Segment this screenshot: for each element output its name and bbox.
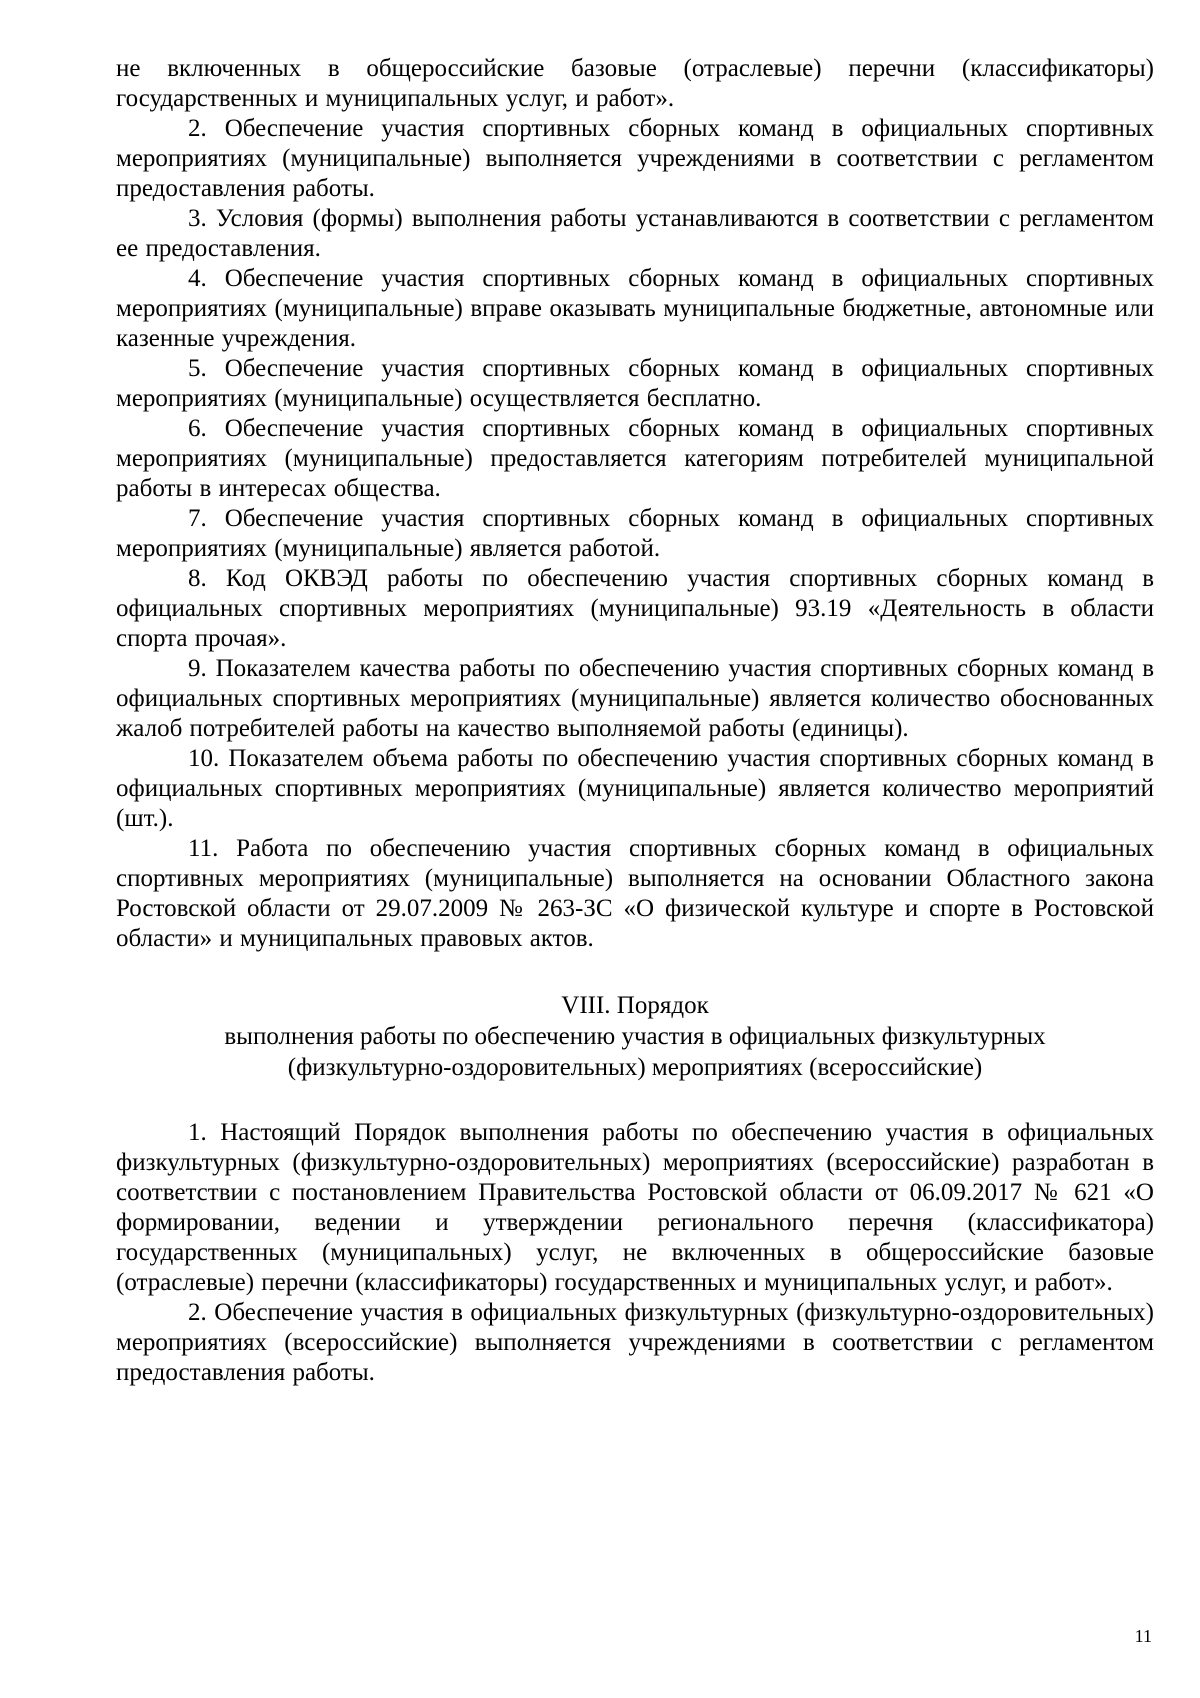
section7-item-5: 5. Обеспечение участия спортивных сборных команд в официальных спортивных мероприятиях (муниципальные) осуществляется бесплатно. <box>116 355 1154 412</box>
section7-item-8: 8. Код ОКВЭД работы по обеспечению участия спортивных сборных команд в официальных спортивных мероприятиях (муниципальные) 93.19 «Деятельность в области спорта прочая». <box>116 565 1154 652</box>
section7-item-7: 7. Обеспечение участия спортивных сборных команд в официальных спортивных мероприятиях (муниципальные) является работой. <box>116 505 1154 562</box>
section7-item-3: 3. Условия (формы) выполнения работы устанавливаются в соответствии с регламентом ее предоставления. <box>116 205 1154 262</box>
page-number: 11 <box>1134 1626 1152 1646</box>
document-page <box>116 54 1154 1388</box>
section8-heading-line3: (физкультурно-оздоровительных) мероприятиях (всероссийские) <box>287 1054 983 1081</box>
section7-item-2: 2. Обеспечение участия спортивных сборных команд в официальных спортивных мероприятиях (муниципальные) выполняется учреждениями в соответствии с регламентом предоставления работы. <box>116 115 1154 202</box>
section8-heading-line2: выполнения работы по обеспечению участия в официальных физкультурных <box>224 1023 1046 1050</box>
section8-heading-title: VIII. Порядок <box>561 992 709 1019</box>
section7-item-10: 10. Показателем объема работы по обеспечению участия спортивных сборных команд в официальных спортивных мероприятиях (муниципальные) является количество мероприятий (шт.). <box>116 745 1154 832</box>
section8-item-1: 1. Настоящий Порядок выполнения работы по обеспечению участия в официальных физкультурных (физкультурно-оздоровительных) мероприятиях (всероссийские) разработан в соответствии с постановлением Правительства Ростовской области от 06.09.2017 № 621 «О формировании, ведении и утверждении регионального перечня (классификатора) государственных (муниципальных) услуг, не включенных в общероссийские базовые (отраслевые) перечни (классификаторы) государственных и муниципальных услуг, и работ». <box>116 1119 1154 1296</box>
section7-item-9: 9. Показателем качества работы по обеспечению участия спортивных сборных команд в официальных спортивных мероприятиях (муниципальные) является количество обоснованных жалоб потребителей работы на качество выполняемой работы (единицы). <box>116 655 1154 742</box>
section7-item-11: 11. Работа по обеспечению участия спортивных сборных команд в официальных спортивных мероприятиях (муниципальные) выполняется на основании Областного закона Ростовской области от 29.07.2009 № 263-ЗС «О физической культуре и спорте в Ростовской области» и муниципальных правовых актов. <box>116 835 1154 952</box>
section8-item-2: 2. Обеспечение участия в официальных физкультурных (физкультурно-оздоровительных) мероприятиях (всероссийские) выполняется учреждениями в соответствии с регламентом предоставления работы. <box>116 1299 1154 1386</box>
section7-item-4: 4. Обеспечение участия спортивных сборных команд в официальных спортивных мероприятиях (муниципальные) вправе оказывать муниципальные бюджетные, автономные или казенные учреждения. <box>116 265 1154 352</box>
section8-heading <box>116 990 1154 1083</box>
continuation-paragraph: не включенных в общероссийские базовые (отраслевые) перечни (классификаторы) государственных и муниципальных услуг, и работ». <box>116 55 1154 112</box>
section7-item-6: 6. Обеспечение участия спортивных сборных команд в официальных спортивных мероприятиях (муниципальные) предоставляется категориям потребителей муниципальной работы в интересах общества. <box>116 415 1154 502</box>
